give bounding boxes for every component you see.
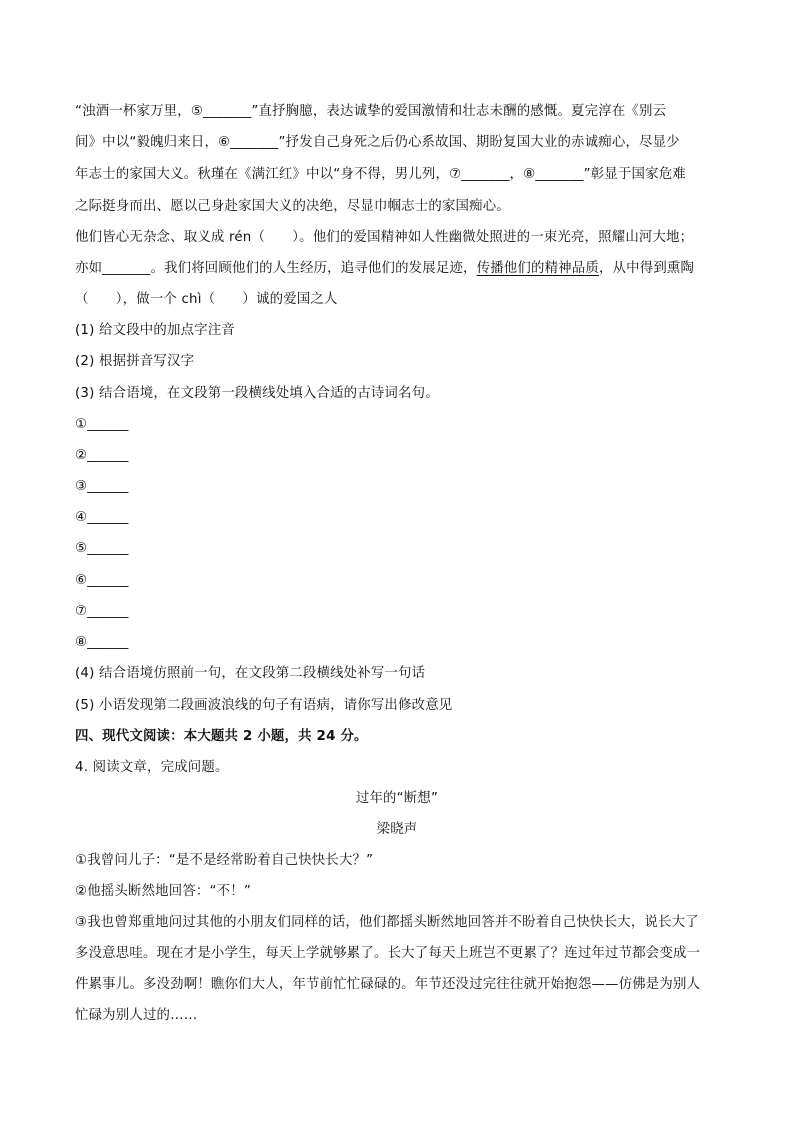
question-item: 4. 阅读文章，完成问题。 — [75, 760, 229, 775]
passage-line: 之际挺身而出、愿以己身赴家国大义的决绝，尽显巾帼志士的家国痴心。 — [75, 199, 510, 214]
article-paragraph: 忙碌为别人过的…… — [75, 1008, 198, 1023]
article-paragraph: ①我曾问儿子：“是不是经常盼着自己快快长大？” — [75, 853, 374, 868]
question-1: (1) 给文段中的加点字注音 — [75, 323, 235, 338]
question-2: (2) 根据拼音写汉字 — [75, 354, 195, 369]
passage-text: 亦如_______。我们将回顾他们的人生经历，追寻他们的发展足迹， — [75, 261, 477, 276]
answer-blank: ⑥______ — [75, 573, 129, 588]
passage-line: “浊酒一杯家万里，⑤_______”直抒胸臆，表达诚挚的爱国激情和壮志未酬的感慨。夏完淳在《别云 — [75, 104, 667, 119]
passage-line: 他们皆心无杂念、取义成 rén（ ）。他们的爱国精神如人性幽微处照进的一束光亮，照耀山河大地； — [75, 230, 694, 245]
article-paragraph: 多没意思哇。现在才是小学生，每天上学就够累了。长大了每天上班岂不更累了？连过年过节都会变成一 — [75, 946, 701, 961]
article-author: 梁晓声 — [376, 822, 418, 837]
section-heading: 四、现代文阅读：本大题共 2 小题，共 24 分。 — [75, 729, 368, 744]
answer-blank: ③______ — [75, 479, 129, 494]
answer-blank: ⑧______ — [75, 635, 129, 650]
passage-text: ，从中得到熏陶 — [598, 261, 695, 276]
answer-blank: ⑦______ — [75, 604, 129, 619]
question-4: (4) 结合语境仿照前一句，在文段第二段横线处补写一句话 — [75, 666, 426, 681]
answer-blank: ⑤______ — [75, 541, 129, 556]
article-paragraph: 件累事儿。多没劲啊！瞧你们大人，年节前忙忙碌碌的。年节还没过完往往就开始抱怨——仿佛是为别人 — [75, 977, 701, 992]
passage-line: 年志士的家国大义。秋瑾在《满江红》中以“身不得，男儿列，⑦_______，⑧_______”彰显于国家危难 — [75, 167, 686, 182]
question-5: (5) 小语发现第二段画波浪线的句子有语病，请你写出修改意见 — [75, 698, 453, 713]
answer-blank: ②______ — [75, 448, 129, 463]
article-paragraph: ③我也曾郑重地问过其他的小朋友们同样的话，他们都摇头断然地回答并不盼着自己快快长大，说长大了 — [75, 915, 699, 930]
answer-blank: ①______ — [75, 417, 129, 432]
answer-blank: ④______ — [75, 510, 129, 525]
question-3: (3) 结合语境，在文段第一段横线处填入合适的古诗词名句。 — [75, 386, 439, 401]
passage-line — [75, 259, 725, 279]
article-paragraph: ②他摇头断然地回答：“不！” — [75, 884, 251, 899]
wavy-underlined-sentence: 传播他们的精神品质 — [476, 261, 599, 276]
article-title: 过年的“断想” — [355, 791, 439, 806]
passage-line: 间》中以“毅魄归来日，⑥_______”抒发自己身死之后仍心系故国、期盼复国大业的赤诚痴心，尽显少 — [75, 135, 680, 150]
passage-line: （ ），做一个 chì（ ）诚的爱国之人 — [75, 292, 338, 307]
